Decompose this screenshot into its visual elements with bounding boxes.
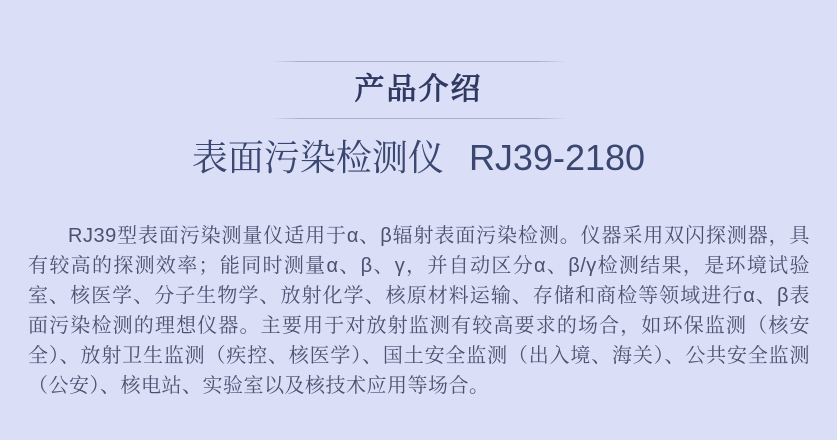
product-model: RJ39-2180 [468,137,646,178]
product-name: 表面污染检测仪 [191,137,444,178]
section-title: 产品介绍 [354,73,483,106]
product-title [192,138,645,178]
section-header [0,0,837,178]
divider-bottom [271,118,567,119]
product-description: RJ39型表面污染测量仪适用于α、β辐射表面污染检测。仪器采用双闪探测器，具有较高的探测效率；能同时测量α、β、γ，并自动区分α、β/γ检测结果，是环境试验室、核医学、分子生物学、放射化学、核原材料运输、存储和商检等领域进行α、β表面污染检测的理想仪器。主要用于对放射监测有较高要求的场合，如环保监测（核安全）、放射卫生监测（疾控、核医学）、国土安全监测（出入境、海关）、公共安全监测（公安）、核电站、实验室以及核技术应用等场合。 [28,225,810,397]
divider-top [271,61,567,62]
